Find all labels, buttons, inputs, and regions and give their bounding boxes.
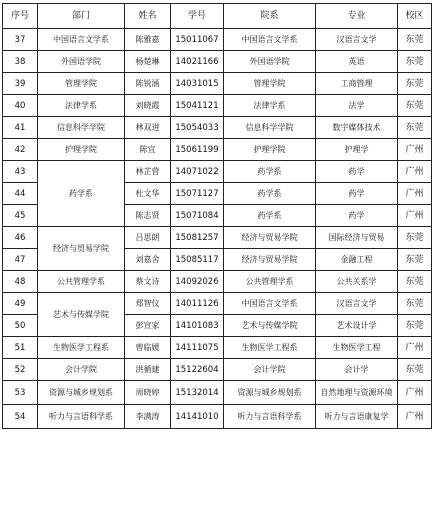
table-row — [3, 337, 432, 359]
table-row — [3, 139, 432, 161]
cell-dept: 外国语学院 — [38, 51, 125, 73]
header-student-id: 学号 — [171, 4, 224, 29]
cell-seq: 41 — [3, 117, 38, 139]
cell-student-id: 15011067 — [171, 29, 224, 51]
cell-major: 汉语言文学 — [316, 29, 398, 51]
cell-seq: 38 — [3, 51, 38, 73]
cell-campus: 东莞 — [398, 227, 432, 249]
cell-student-id: 14031015 — [171, 73, 224, 95]
table-row — [3, 73, 432, 95]
cell-student-id: 14011126 — [171, 293, 224, 315]
cell-name: 刘嘉舍 — [125, 249, 171, 271]
cell-name: 郑智仪 — [125, 293, 171, 315]
cell-major: 生物医学工程 — [316, 337, 398, 359]
cell-student-id: 14092026 — [171, 271, 224, 293]
cell-seq: 42 — [3, 139, 38, 161]
header-row — [3, 4, 432, 29]
cell-major: 护理学 — [316, 139, 398, 161]
cell-major: 数字媒体技术 — [316, 117, 398, 139]
cell-major: 药学 — [316, 205, 398, 227]
cell-campus: 东莞 — [398, 95, 432, 117]
cell-seq: 37 — [3, 29, 38, 51]
cell-student-id: 14021166 — [171, 51, 224, 73]
cell-dept: 中国语言文学系 — [38, 29, 125, 51]
cell-student-id: 15054033 — [171, 117, 224, 139]
cell-name: 蔡文诗 — [125, 271, 171, 293]
cell-college: 公共管理学系 — [224, 271, 316, 293]
cell-college: 艺术与传媒学院 — [224, 315, 316, 337]
cell-seq: 46 — [3, 227, 38, 249]
cell-college: 经济与贸易学院 — [224, 227, 316, 249]
cell-student-id: 14101083 — [171, 315, 224, 337]
cell-student-id: 15071084 — [171, 205, 224, 227]
cell-student-id: 14071022 — [171, 161, 224, 183]
cell-college: 护理学院 — [224, 139, 316, 161]
cell-seq: 39 — [3, 73, 38, 95]
cell-college: 药学系 — [224, 183, 316, 205]
cell-college: 会计学院 — [224, 359, 316, 381]
cell-major: 英语 — [316, 51, 398, 73]
cell-name: 陈雅嘉 — [125, 29, 171, 51]
cell-campus: 东莞 — [398, 271, 432, 293]
table-row — [3, 29, 432, 51]
cell-name: 杜文华 — [125, 183, 171, 205]
cell-major: 工商管理 — [316, 73, 398, 95]
cell-seq: 54 — [3, 405, 38, 429]
cell-dept: 管理学院 — [38, 73, 125, 95]
table-row — [3, 161, 432, 183]
cell-campus: 东莞 — [398, 29, 432, 51]
cell-major: 法学 — [316, 95, 398, 117]
cell-name: 洪循建 — [125, 359, 171, 381]
student-roster-table — [2, 3, 432, 429]
cell-name: 林芷营 — [125, 161, 171, 183]
cell-major: 金融工程 — [316, 249, 398, 271]
cell-seq: 44 — [3, 183, 38, 205]
cell-seq: 45 — [3, 205, 38, 227]
cell-dept: 生物医学工程系 — [38, 337, 125, 359]
cell-student-id: 14141010 — [171, 405, 224, 429]
cell-dept: 药学系 — [38, 161, 125, 227]
cell-college: 信息科学学院 — [224, 117, 316, 139]
cell-student-id: 15071127 — [171, 183, 224, 205]
cell-major: 药学 — [316, 183, 398, 205]
cell-student-id: 15122604 — [171, 359, 224, 381]
header-seq: 序号 — [3, 4, 38, 29]
cell-college: 外国语学院 — [224, 51, 316, 73]
header-major: 专业 — [316, 4, 398, 29]
cell-college: 管理学院 — [224, 73, 316, 95]
cell-student-id: 15041121 — [171, 95, 224, 117]
cell-major: 自然地理与资源环境 — [316, 381, 398, 405]
cell-dept: 经济与贸易学院 — [38, 227, 125, 271]
cell-major: 药学 — [316, 161, 398, 183]
cell-seq: 47 — [3, 249, 38, 271]
cell-college: 药学系 — [224, 161, 316, 183]
table-row — [3, 405, 432, 429]
table-row — [3, 271, 432, 293]
cell-seq: 52 — [3, 359, 38, 381]
table-row — [3, 293, 432, 315]
cell-college: 生物医学工程系 — [224, 337, 316, 359]
cell-dept: 会计学院 — [38, 359, 125, 381]
table-row — [3, 95, 432, 117]
cell-name: 陈志贤 — [125, 205, 171, 227]
header-campus: 校区 — [398, 4, 432, 29]
cell-campus: 广州 — [398, 337, 432, 359]
cell-college: 中国语言文学系 — [224, 293, 316, 315]
cell-major: 国际经济与贸易 — [316, 227, 398, 249]
cell-seq: 51 — [3, 337, 38, 359]
cell-name: 李满涛 — [125, 405, 171, 429]
cell-campus: 广州 — [398, 183, 432, 205]
header-college: 院系 — [224, 4, 316, 29]
cell-dept: 法律学系 — [38, 95, 125, 117]
cell-college: 法律学系 — [224, 95, 316, 117]
cell-student-id: 15081257 — [171, 227, 224, 249]
cell-campus: 东莞 — [398, 359, 432, 381]
cell-campus: 广州 — [398, 205, 432, 227]
cell-seq: 40 — [3, 95, 38, 117]
cell-student-id: 14111075 — [171, 337, 224, 359]
cell-campus: 东莞 — [398, 117, 432, 139]
table-row — [3, 359, 432, 381]
cell-college: 听力与言语科学系 — [224, 405, 316, 429]
cell-name: 杨楚琳 — [125, 51, 171, 73]
cell-major: 会计学 — [316, 359, 398, 381]
cell-campus: 广州 — [398, 381, 432, 405]
cell-seq: 43 — [3, 161, 38, 183]
cell-college: 经济与贸易学院 — [224, 249, 316, 271]
cell-seq: 53 — [3, 381, 38, 405]
table-row — [3, 227, 432, 249]
table-row — [3, 381, 432, 405]
cell-name: 陈宜 — [125, 139, 171, 161]
cell-dept: 资源与城乡规划系 — [38, 381, 125, 405]
cell-college: 药学系 — [224, 205, 316, 227]
cell-name: 林双进 — [125, 117, 171, 139]
cell-name: 彭宣家 — [125, 315, 171, 337]
cell-major: 公共关系学 — [316, 271, 398, 293]
cell-student-id: 15085117 — [171, 249, 224, 271]
cell-college: 中国语言文学系 — [224, 29, 316, 51]
cell-campus: 广州 — [398, 139, 432, 161]
cell-name: 周晓婷 — [125, 381, 171, 405]
cell-dept: 公共管理学系 — [38, 271, 125, 293]
header-dept: 部门 — [38, 4, 125, 29]
cell-dept: 艺术与传媒学院 — [38, 293, 125, 337]
cell-campus: 东莞 — [398, 249, 432, 271]
cell-name: 刘晓霞 — [125, 95, 171, 117]
cell-name: 吕思朗 — [125, 227, 171, 249]
table-row — [3, 117, 432, 139]
cell-student-id: 15061199 — [171, 139, 224, 161]
table-row — [3, 51, 432, 73]
cell-campus: 东莞 — [398, 315, 432, 337]
cell-student-id: 15132014 — [171, 381, 224, 405]
cell-campus: 东莞 — [398, 73, 432, 95]
cell-dept: 信息科学学院 — [38, 117, 125, 139]
cell-campus: 东莞 — [398, 293, 432, 315]
cell-campus: 广州 — [398, 161, 432, 183]
cell-college: 资源与城乡规划系 — [224, 381, 316, 405]
cell-major: 听力与言语康复学 — [316, 405, 398, 429]
cell-dept: 听力与言语科学系 — [38, 405, 125, 429]
cell-seq: 48 — [3, 271, 38, 293]
cell-seq: 49 — [3, 293, 38, 315]
cell-major: 汉语言文学 — [316, 293, 398, 315]
cell-name: 陈锐涵 — [125, 73, 171, 95]
cell-major: 艺术设计学 — [316, 315, 398, 337]
header-name: 姓名 — [125, 4, 171, 29]
cell-campus: 广州 — [398, 405, 432, 429]
cell-name: 曾临媛 — [125, 337, 171, 359]
cell-seq: 50 — [3, 315, 38, 337]
cell-dept: 护理学院 — [38, 139, 125, 161]
cell-campus: 东莞 — [398, 51, 432, 73]
